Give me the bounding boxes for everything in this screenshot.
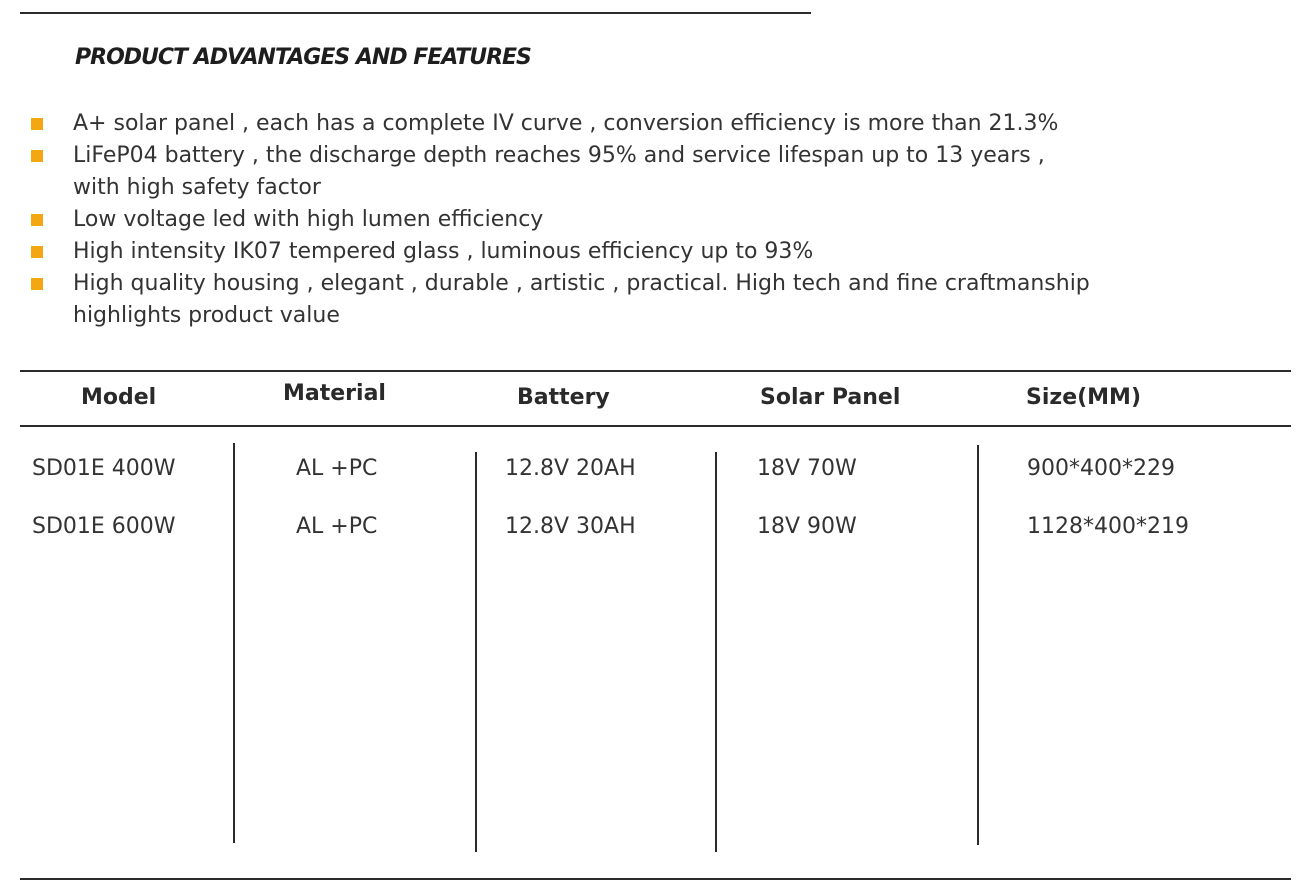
- column-divider: [715, 452, 717, 852]
- feature-text: High quality housing , elegant , durable , artistic , practical. High tech and fine craftmanship: [73, 271, 1090, 296]
- feature-item: [30, 236, 1210, 268]
- cell-model: SD01E 600W: [32, 514, 176, 539]
- feature-text: A+ solar panel , each has a complete IV curve , conversion efficiency is more than 21.3%: [73, 111, 1059, 136]
- column-divider: [977, 445, 979, 845]
- square-bullet-icon: [31, 278, 43, 290]
- feature-item: [30, 140, 1210, 204]
- header-model: Model: [81, 385, 157, 410]
- cell-battery: 12.8V 30AH: [505, 514, 636, 539]
- feature-text-continued: with high safety factor: [73, 175, 321, 200]
- header-solar-panel: Solar Panel: [760, 385, 901, 410]
- feature-text-continued: highlights product value: [73, 303, 340, 328]
- column-divider: [475, 452, 477, 852]
- cell-size: 900*400*229: [1027, 456, 1175, 481]
- features-list: [30, 108, 1210, 332]
- cell-solar-panel: 18V 90W: [757, 514, 857, 539]
- cell-size: 1128*400*219: [1027, 514, 1189, 539]
- header-size: Size(MM): [1026, 385, 1142, 410]
- cell-solar-panel: 18V 70W: [757, 456, 857, 481]
- feature-item: [30, 268, 1210, 332]
- feature-item: [30, 108, 1210, 140]
- cell-material: AL +PC: [296, 514, 378, 539]
- header-material: Material: [283, 381, 386, 406]
- table-top-rule: [20, 370, 1291, 372]
- section-title: PRODUCT ADVANTAGES AND FEATURES: [75, 45, 531, 70]
- feature-text: LiFeP04 battery , the discharge depth reaches 95% and service lifespan up to 13 years ,: [73, 143, 1045, 168]
- cell-material: AL +PC: [296, 456, 378, 481]
- cell-battery: 12.8V 20AH: [505, 456, 636, 481]
- square-bullet-icon: [31, 246, 43, 258]
- top-divider: [20, 12, 811, 14]
- feature-item: [30, 204, 1210, 236]
- table-bottom-rule: [20, 878, 1291, 880]
- feature-text: Low voltage led with high lumen efficiency: [73, 207, 544, 232]
- column-divider: [233, 443, 235, 843]
- square-bullet-icon: [31, 118, 43, 130]
- cell-model: SD01E 400W: [32, 456, 176, 481]
- table-header-rule: [20, 425, 1291, 427]
- square-bullet-icon: [31, 214, 43, 226]
- header-battery: Battery: [517, 385, 610, 410]
- square-bullet-icon: [31, 150, 43, 162]
- feature-text: High intensity IK07 tempered glass , luminous efficiency up to 93%: [73, 239, 814, 264]
